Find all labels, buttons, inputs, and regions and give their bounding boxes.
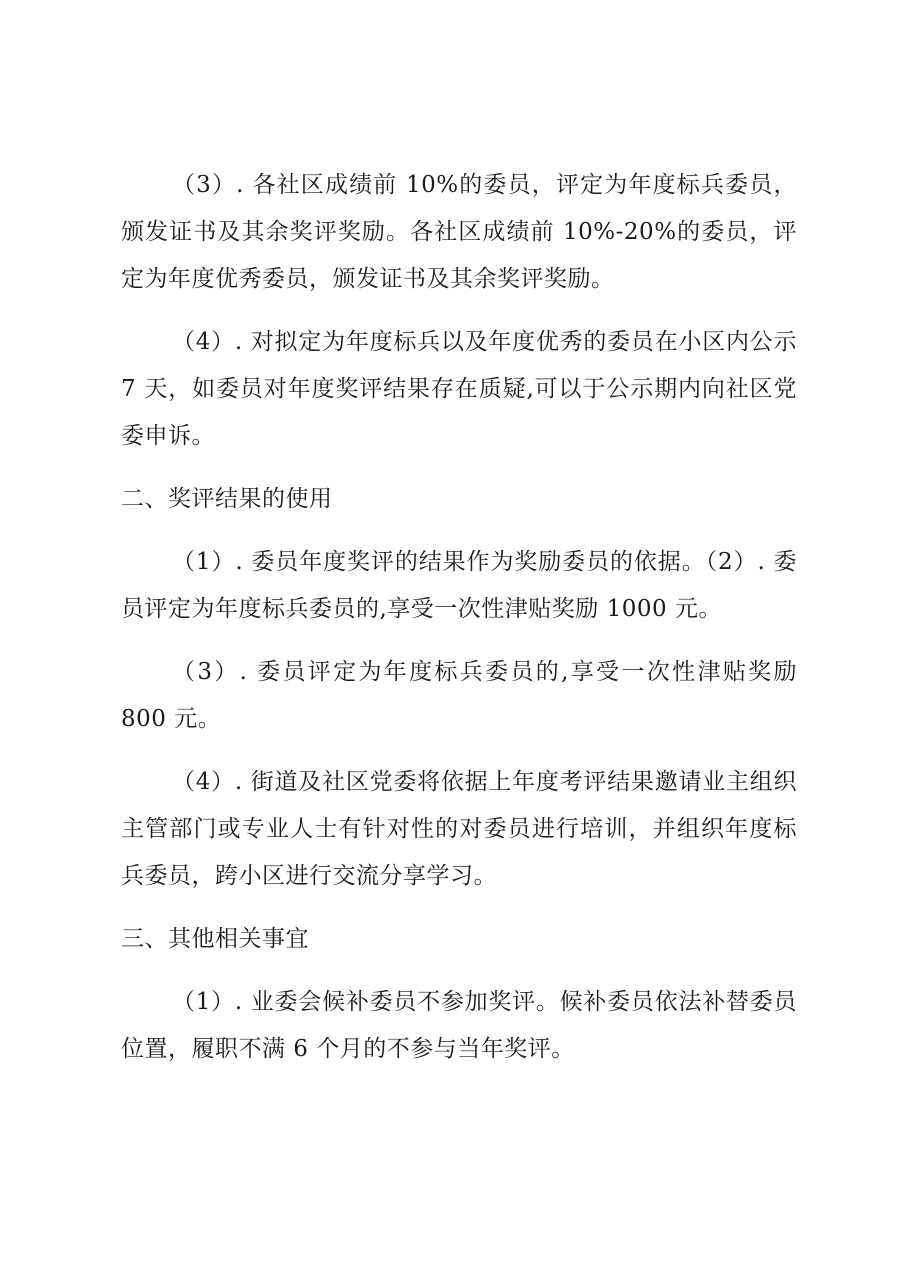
paragraph-training: （4）. 街道及社区党委将依据上年度考评结果邀请业主组织主管部门或专业人士有针对性的对委员进行培训，并组织年度标兵委员，跨小区进行交流分享学习。 bbox=[121, 769, 797, 889]
section-heading-other-matters: 三、其他相关事宜 bbox=[121, 926, 309, 952]
paragraph-top-ten-percent: （3）. 各社区成绩前 10%的委员，评定为年度标兵委员，颁发证书及其余奖评奖励。各社区成绩前 10%-20%的委员，评定为年度优秀委员，颁发证书及其余奖评奖励。 bbox=[121, 172, 797, 292]
paragraph-publicity: （4）. 对拟定为年度标兵以及年度优秀的委员在小区内公示 7 天，如委员对年度奖评结果存在质疑,可以于公示期内向社区党委申诉。 bbox=[121, 329, 797, 449]
paragraph-reward-basis: （1）. 委员年度奖评的结果作为奖励委员的依据。（2）. 委员评定为年度标兵委员的,享受一次性津贴奖励 1000 元。 bbox=[121, 549, 797, 622]
section-heading-results-use: 二、奖评结果的使用 bbox=[121, 486, 333, 512]
document-body bbox=[121, 162, 797, 1089]
paragraph-alternate-members: （1）. 业委会候补委员不参加奖评。候补委员依法补替委员位置，履职不满 6 个月的不参与当年奖评。 bbox=[121, 989, 797, 1062]
paragraph-reward-800: （3）. 委员评定为年度标兵委员的,享受一次性津贴奖励 800 元。 bbox=[121, 659, 797, 732]
